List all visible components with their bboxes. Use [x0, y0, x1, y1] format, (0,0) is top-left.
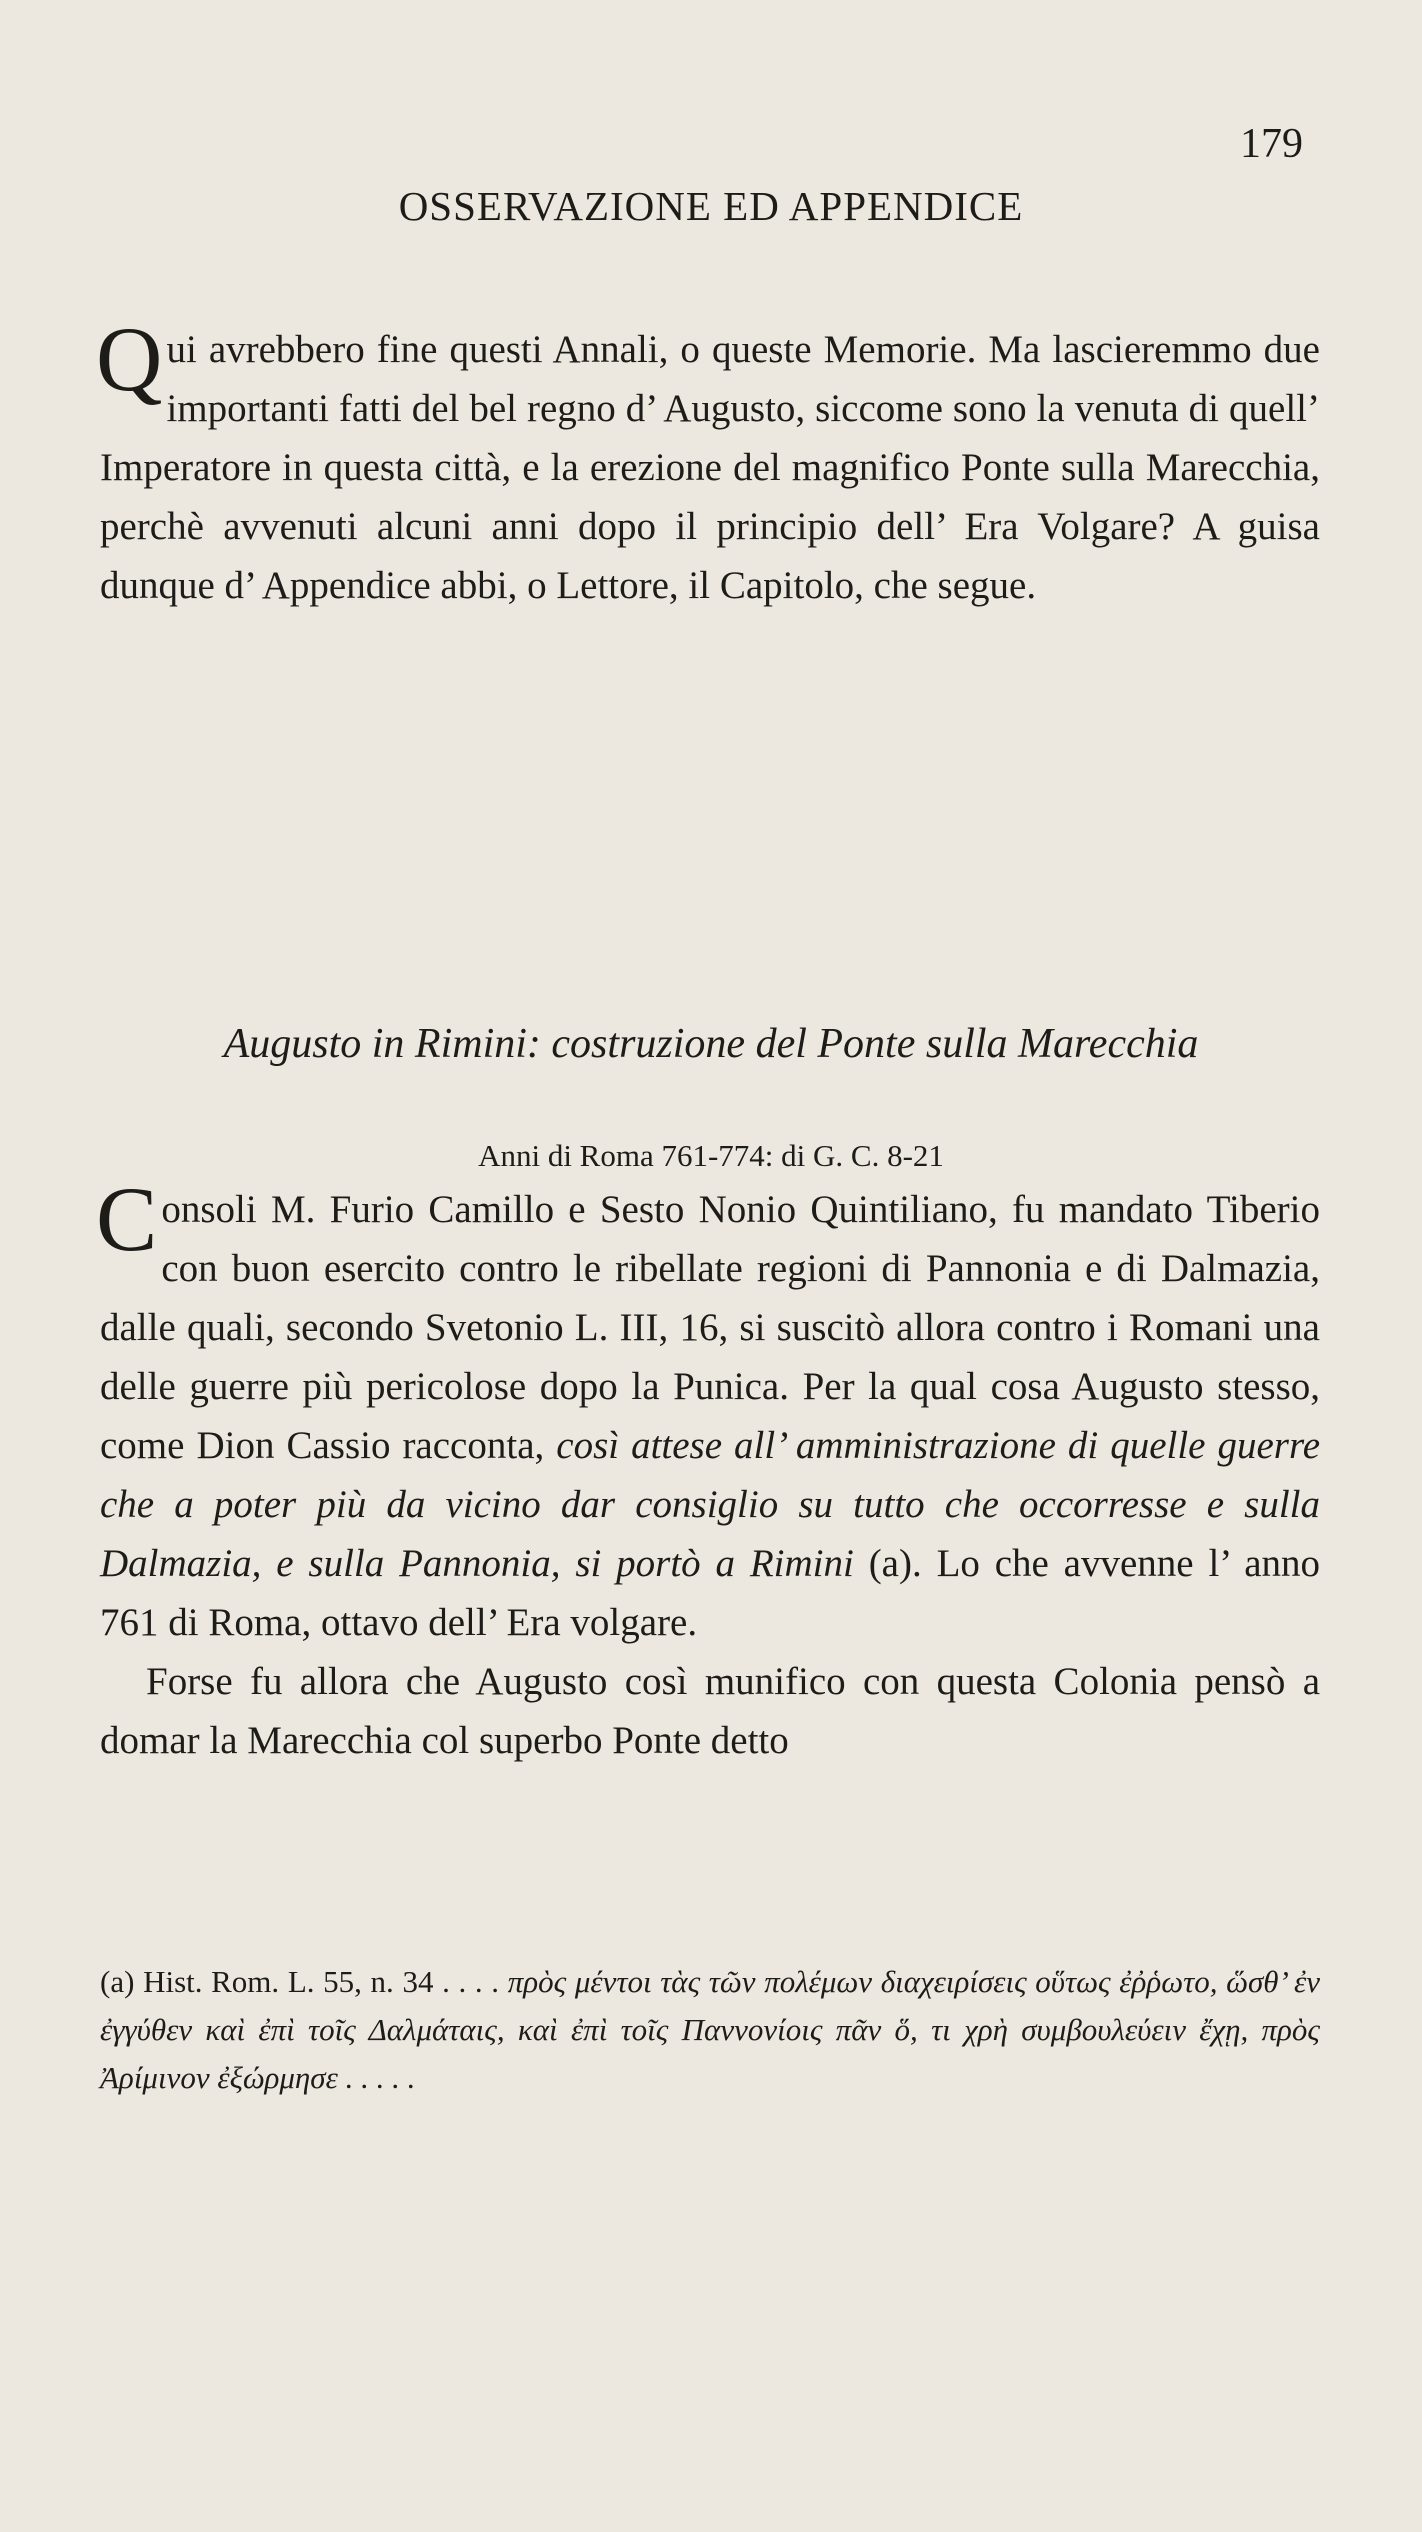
body-paragraph-2: Forse fu allora che Augusto così munifico con questa Colonia pensò a domar la Marecchia col superbo Ponte detto	[100, 1660, 1320, 1762]
body-p1-start: onsoli M. Furio Camillo e Sesto Nonio Quintiliano, fu mandato Tiberio con buon esercito contro le ribellate regioni di Pannonia e di Dalmazia, dalle quali, secondo Svetonio L. III, 16, si suscitò allora contro i Romani una delle guerre più pericolose dopo la Punica. Per la qual cosa Augusto stesso, come Dion Cassio racconta,	[100, 1188, 1320, 1467]
footnote-source: Hist. Rom. L. 55, n. 34 . . . .	[143, 1964, 500, 1999]
body-p1-end: Lo che avvenne l’ anno 761 di Roma, ottavo dell’ Era volgare.	[100, 1542, 1321, 1644]
page-number: 179	[1240, 121, 1303, 167]
section-title: Augusto in Rimini: costruzione del Ponte sulla Marecchia	[223, 1021, 1199, 1067]
footnote-greek-quote: πρὸς μέντοι τὰς τῶν πολέμων διαχειρίσεις οὕτως ἐῤῥωτο, ὥσθ’ ἐν ἐγγύθεν καὶ ἐπὶ τοῖς Δαλμάταις, καὶ ἐπὶ τοῖς Παννονίοις πᾶν ὅ, τι χρὴ συμβουλεύειν ἔχῃ, πρὸς Ἀρίμινον ἐξώρμησε . . . . .	[100, 1964, 1321, 2095]
section-subtitle: Anni di Roma 761-774: di G. C. 8-21	[478, 1138, 944, 1173]
footnote-label: (a)	[100, 1964, 135, 1999]
intro-text: ui avrebbero fine questi Annali, o queste Memorie. Ma lascieremmo due importanti fatti del bel regno d’ Augusto, siccome sono la venuta di quell’ Imperatore in questa città, e la erezione del magnifico Ponte sulla Marecchia, perchè avvenuti alcuni anni dopo il principio dell’ Era Volgare? A guisa dunque d’ Appendice abbi, o Lettore, il Capitolo, che segue.	[100, 328, 1320, 607]
body-paragraph-1	[96, 1168, 1321, 1652]
body-dropcap: C	[96, 1168, 158, 1270]
running-head: OSSERVAZIONE ED APPENDICE	[398, 183, 1024, 229]
section-body	[96, 1168, 1321, 1770]
footnote	[100, 1958, 1320, 2102]
body-p1-italic-quote: così attese all’ amministrazione di quelle guerre che a poter più da vicino dar consiglio su tutto che occorresse e sulla Dalmazia, e sulla Pannonia, si portò a Rimini	[100, 1424, 1321, 1585]
footnote-reference: (a).	[868, 1542, 922, 1585]
intro-dropcap: Q	[96, 308, 163, 410]
intro-paragraph	[96, 308, 1320, 615]
